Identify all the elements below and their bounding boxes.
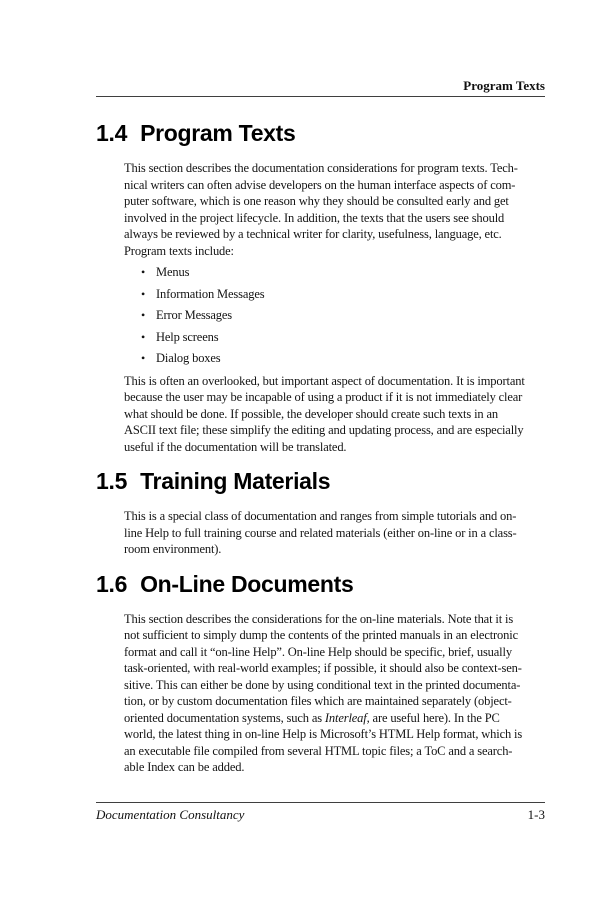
paragraph: This section describes the considerations for the on-line materials. Note that it is not sufficient to simply dump the contents of the printed manuals in an electronic format and call it “on-line Help”. On-line Help should be specific, brief, usually task-oriented, with real-world examples; if possible, it should also be context-sen- sitive. This can either be done by using conditional text in the printed documenta- tion, or by custom documentation files which are maintained separately (object- oriented documentation systems, such as Interleaf, are useful here). In the PC world, the latest thing in on-line Help is Microsoft’s HTML Help format, which is an executable file compiled from several HTML topic files; a ToC and a search- able Index can be added. <box>124 611 523 774</box>
page-content <box>96 121 545 776</box>
list-item-label: Menus <box>156 265 190 279</box>
paragraph: This is often an overlooked, but important aspect of documentation. It is important because the user may be incapable of using a product if it is not immediately clear what should be done. If possible, the developer should create such texts in an ASCII text file; these simplify the editing and updating process, and are especially useful if the documentation will be translated. <box>124 373 525 454</box>
section-number: 1.6 <box>96 570 128 597</box>
paragraph: This section describes the documentation considerations for program texts. Tech- nical writers can often advise developers on the human interface aspects of com- puter software, which is one reason why they should be consulted early and get involved in the project lifecycle. In addition, the texts that the users see should always be reviewed by a technical writer for clarity, usefulness, language, etc. Program texts include: <box>124 161 518 258</box>
list-item <box>141 329 545 346</box>
bullet-icon: • <box>141 308 146 322</box>
section-training-materials <box>96 469 545 558</box>
list-item-label: Error Messages <box>156 308 233 322</box>
paragraph: This is a special class of documentation and ranges from simple tutorials and on- line Help to full training course and related materials (either on-line or in a class- room environment). <box>124 509 517 556</box>
bullet-icon: • <box>141 286 146 301</box>
section-program-texts <box>96 121 545 455</box>
bullet-icon: • <box>141 351 146 365</box>
section-title: On-Line Documents <box>140 570 354 597</box>
running-header-title: Program Texts <box>463 78 545 93</box>
running-header <box>96 78 545 97</box>
section-heading-1-4 <box>96 121 545 146</box>
bullet-icon: • <box>141 265 146 279</box>
list-item-label: Dialog boxes <box>156 351 221 365</box>
section-heading-1-6 <box>96 572 545 597</box>
list-item-label: Information Messages <box>156 286 265 301</box>
section-number: 1.5 <box>96 468 128 494</box>
page-footer <box>96 802 545 822</box>
list-item-label: Help screens <box>156 329 219 344</box>
footer-page-number: 1-3 <box>527 807 545 822</box>
section-title: Training Materials <box>140 468 331 494</box>
list-item <box>141 264 545 281</box>
section-heading-1-5 <box>96 469 545 494</box>
footer-document-title: Documentation Consultancy <box>96 807 245 822</box>
section-number: 1.4 <box>96 120 128 146</box>
bullet-icon: • <box>141 329 146 344</box>
list-item <box>141 286 545 303</box>
bullet-list <box>141 264 545 367</box>
list-item <box>141 350 545 367</box>
section-title: Program Texts <box>140 120 296 146</box>
section-on-line-documents <box>96 572 545 776</box>
list-item <box>141 307 545 324</box>
